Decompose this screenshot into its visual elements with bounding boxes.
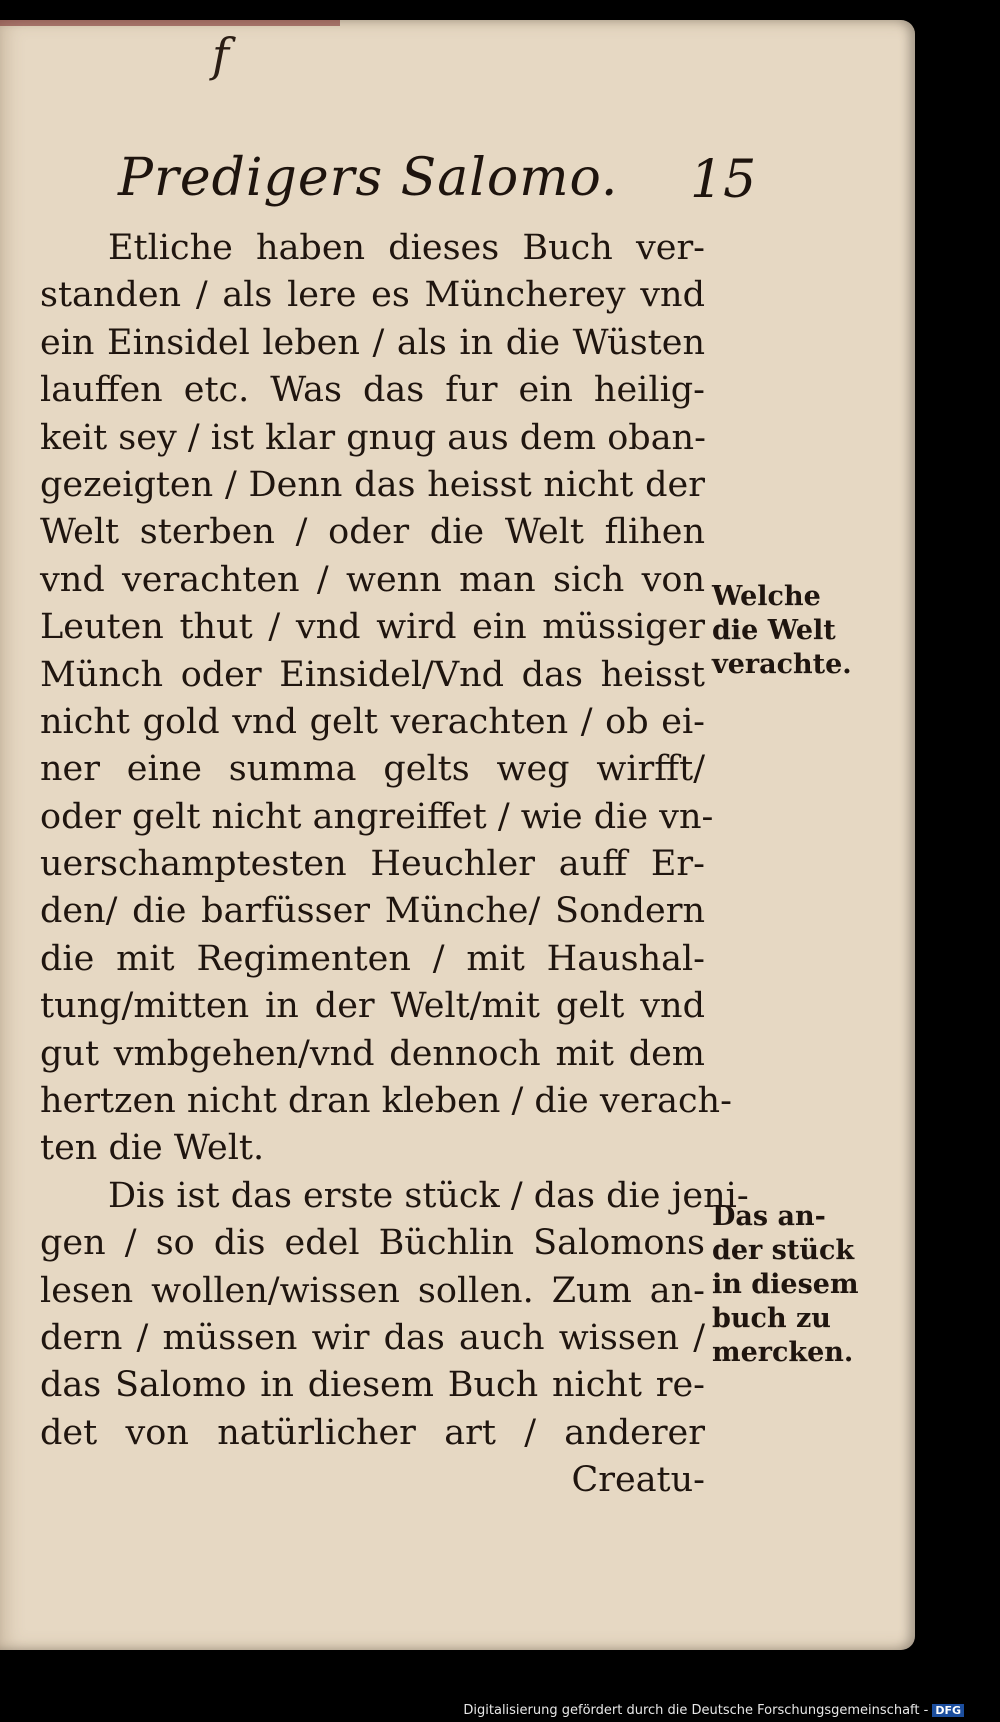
- running-head: Predigers Salomo.: [118, 148, 619, 208]
- text-line: ner eine summa gelts weg wirfft/: [40, 749, 705, 790]
- marginal-note-line: in diesem: [712, 1269, 859, 1300]
- body-text: [40, 225, 749, 1505]
- text-line: vnd verachten / wenn man sich von: [40, 559, 705, 600]
- text-line: gut vmbgehen/vnd dennoch mit dem: [40, 1033, 705, 1074]
- text-line: dern / müssen wir das auch wissen /: [40, 1317, 705, 1358]
- text-line: gezeigten / Denn das heisst nicht der: [40, 464, 705, 505]
- text-line: Dis ist das erste stück / das die jeni-: [108, 1175, 749, 1216]
- marginal-note-line: Welche: [712, 581, 821, 612]
- text-line: Leuten thut / vnd wird ein müssiger: [40, 607, 705, 648]
- marginal-note-line: der stück: [712, 1235, 855, 1266]
- text-line: ein Einsidel leben / als in die Wüsten: [40, 322, 705, 363]
- footer-credit-text: Digitalisierung gefördert durch die Deutsche Forschungsgemeinschaft -: [463, 1703, 929, 1718]
- text-line: die mit Regimenten / mit Haushal-: [40, 938, 705, 979]
- page-edge-stain: [0, 20, 340, 26]
- folio-number: 15: [690, 150, 757, 210]
- text-line: hertzen nicht dran kleben / die verach-: [40, 1081, 732, 1122]
- marginal-note-line: mercken.: [712, 1337, 854, 1368]
- text-line: nicht gold vnd gelt verachten / ob ei-: [40, 701, 705, 742]
- book-page: [0, 20, 915, 1650]
- text-line: tung/mitten in der Welt/mit gelt vnd: [40, 986, 705, 1027]
- marginal-note-line: verachte.: [712, 649, 852, 680]
- text-line: lauffen etc. Was das fur ein heilig-: [40, 370, 705, 411]
- marginal-note-welche: [712, 580, 862, 682]
- dfg-logo: DFG: [932, 1704, 964, 1717]
- text-line: Etliche haben dieses Buch ver-: [108, 228, 705, 268]
- text-line: det von natürlicher art / anderer: [40, 1412, 705, 1453]
- text-line: keit sey / ist klar gnug aus dem oban-: [40, 417, 706, 458]
- marginal-note-line: Das an-: [712, 1201, 826, 1232]
- text-line: lesen wollen/wissen sollen. Zum an-: [40, 1270, 705, 1311]
- text-line: oder gelt nicht angreiffet / wie die vn-: [40, 796, 714, 837]
- signature-mark: f: [212, 28, 230, 82]
- text-line: gen / so dis edel Büchlin Salomons: [40, 1223, 705, 1264]
- marginal-note-das-ander: [712, 1200, 862, 1370]
- text-line: uerschamptesten Heuchler auff Er-: [40, 844, 705, 885]
- text-line: Welt sterben / oder die Welt flihen: [40, 512, 705, 553]
- marginal-note-line: buch zu: [712, 1303, 831, 1334]
- text-line: standen / als lere es Müncherey vnd: [40, 275, 705, 316]
- marginal-note-line: die Welt: [712, 615, 836, 646]
- text-line: ten die Welt.: [40, 1128, 265, 1169]
- footer-credit: [463, 1703, 964, 1718]
- text-line: das Salomo in diesem Buch nicht re-: [40, 1365, 705, 1406]
- text-line: den/ die barfüsser Münche/ Sondern: [40, 891, 705, 932]
- text-line: Creatu-: [571, 1460, 705, 1501]
- text-line: Münch oder Einsidel/Vnd das heisst: [40, 654, 705, 695]
